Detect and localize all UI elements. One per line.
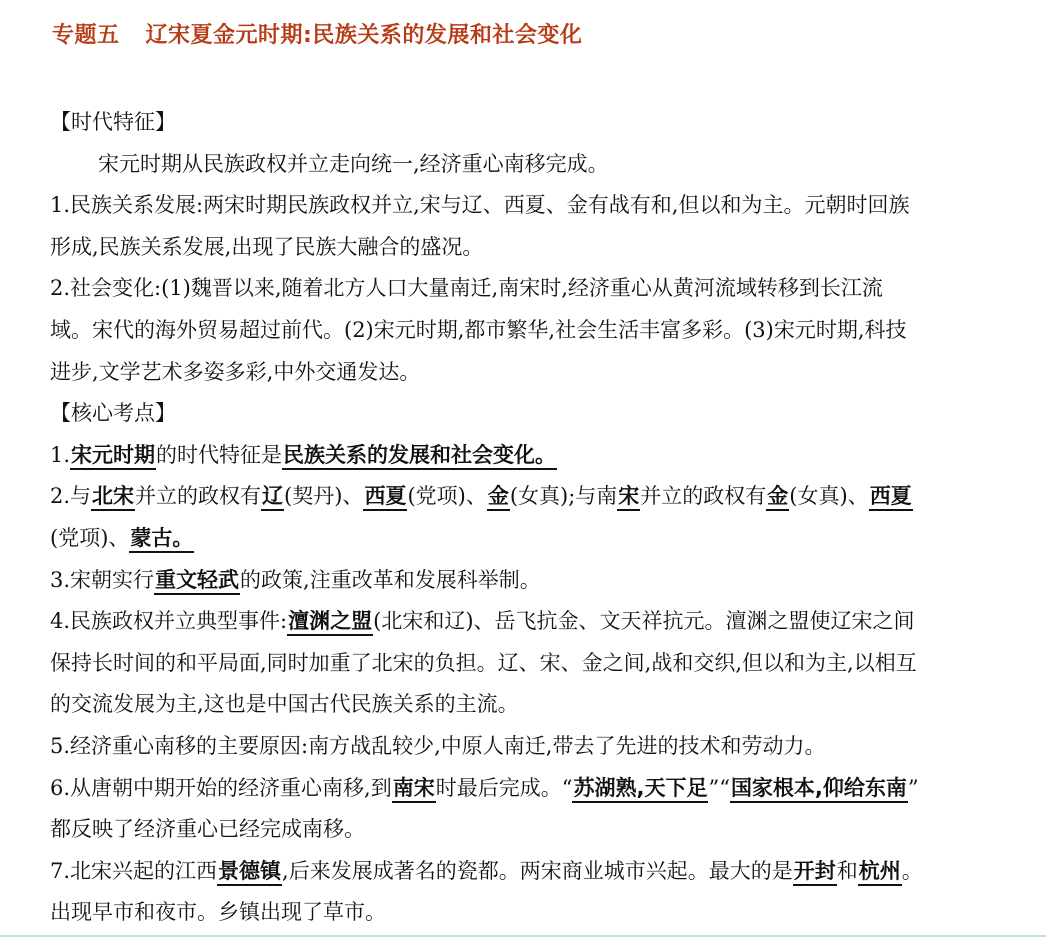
text-line (50, 726, 1038, 768)
key-term: 宋 (617, 484, 640, 511)
text-segment: 5.经济重心南移的主要原因:南方战乱较少,中原人南迁,带去了先进的技术和劳动力。 (50, 733, 826, 758)
text-segment: 【时代特征】 (50, 110, 176, 134)
key-term: 宋元时期 (70, 443, 156, 470)
text-segment: 都反映了经济重心已经完成南移。 (50, 817, 365, 842)
text-segment: ,后来发展成著名的瓷都。两宋商业城市兴起。最大的是 (282, 858, 793, 883)
text-segment: 3.宋朝实行 (50, 567, 155, 592)
key-term: 澶渊之盟 (287, 609, 373, 636)
key-term: 辽 (261, 484, 284, 511)
text-line (50, 352, 1038, 394)
text-segment: (女真)、 (789, 484, 869, 509)
key-term: 金 (766, 484, 789, 511)
text-segment: 的政策,注重改革和发展科举制。 (240, 567, 541, 592)
text-segment: 1. (50, 442, 71, 467)
text-segment: 1.民族关系发展:两宋时期民族政权并立,宋与辽、西夏、金有战有和,但以和为主。元朝时回族 (50, 193, 910, 218)
topic-title: 辽宋夏金元时期:民族关系的发展和社会变化 (145, 23, 583, 48)
key-term: 西夏 (869, 484, 913, 511)
key-term: 金 (487, 484, 510, 511)
text-segment: 6.从唐朝中期开始的经济重心南移,到 (50, 775, 392, 800)
page-title (52, 18, 582, 49)
bottom-divider (0, 935, 1046, 937)
key-term: 杭州 (858, 859, 902, 886)
text-segment: 域。宋代的海外贸易超过前代。(2)宋元时期,都市繁华,社会生活丰富多彩。(3)宋元时期,科技 (50, 317, 907, 342)
text-segment: 。 (901, 858, 923, 883)
text-line (50, 601, 1038, 643)
text-line (50, 310, 1038, 352)
text-segment: 4.民族政权并立典型事件: (50, 609, 288, 634)
text-line (50, 518, 1038, 560)
text-line (50, 185, 1038, 227)
topic-label: 专题五 (52, 23, 120, 48)
text-line (50, 684, 1038, 726)
text-line (50, 851, 1038, 893)
text-line (50, 227, 1038, 269)
text-segment: 7.北宋兴起的江西 (50, 858, 218, 883)
key-term: 重文轻武 (154, 568, 240, 595)
text-segment: 2.社会变化:(1)魏晋以来,随着北方人口大量南迁,南宋时,经济重心从黄河流域转移到长江流 (50, 276, 883, 301)
text-line (50, 809, 1038, 851)
key-term: 西夏 (363, 484, 407, 511)
text-line (50, 643, 1038, 685)
key-term: 民族关系的发展和社会变化。 (282, 443, 557, 470)
text-segment: (女真);与南 (509, 484, 618, 509)
text-segment: 和 (836, 858, 858, 883)
text-segment: 出现早市和夜市。乡镇出现了草市。 (50, 900, 386, 925)
text-segment: 形成,民族关系发展,出现了民族大融合的盛况。 (50, 234, 484, 259)
text-segment: 2.与 (50, 484, 92, 509)
text-segment: (北宋和辽)、岳飞抗金、文天祥抗元。澶渊之盟使辽宋之间 (373, 609, 915, 634)
text-segment: 宋元时期从民族政权并立走向统一,经济重心南移完成。 (98, 151, 609, 176)
key-term: 南宋 (392, 776, 436, 803)
key-term: 景德镇 (217, 859, 282, 886)
text-line (50, 560, 1038, 602)
text-line (50, 268, 1038, 310)
text-line (50, 144, 1038, 186)
text-line (50, 476, 1038, 518)
text-line (50, 435, 1038, 477)
key-term: 蒙古。 (129, 526, 194, 553)
key-term: 国家根本,仰给东南 (730, 776, 908, 803)
section-heading-era (50, 102, 1038, 144)
text-line (50, 768, 1038, 810)
text-segment: (契丹)、 (284, 484, 364, 509)
text-segment: 进步,文学艺术多姿多彩,中外交通发达。 (50, 359, 421, 384)
document-body (50, 102, 1038, 934)
key-term: 开封 (793, 859, 837, 886)
text-segment: 并立的政权有 (135, 484, 262, 509)
text-segment: ”“ (708, 775, 730, 800)
section-heading-key-points (50, 393, 1038, 435)
key-term: 北宋 (91, 484, 135, 511)
text-segment: 【核心考点】 (50, 401, 176, 426)
text-segment: (党项)、 (407, 484, 487, 509)
text-segment: 时最后完成。“ (435, 775, 573, 800)
text-segment: (党项)、 (50, 525, 130, 550)
text-line (50, 892, 1038, 934)
text-segment: 的时代特征是 (156, 442, 283, 467)
text-segment: 并立的政权有 (640, 484, 767, 509)
text-segment: 保持长时间的和平局面,同时加重了北宋的负担。辽、宋、金之间,战和交织,但以和为主,以相互 (50, 650, 917, 675)
text-segment: ” (907, 775, 919, 800)
text-segment: 的交流发展为主,这也是中国古代民族关系的主流。 (50, 692, 519, 717)
key-term: 苏湖熟,天下足 (572, 776, 708, 803)
